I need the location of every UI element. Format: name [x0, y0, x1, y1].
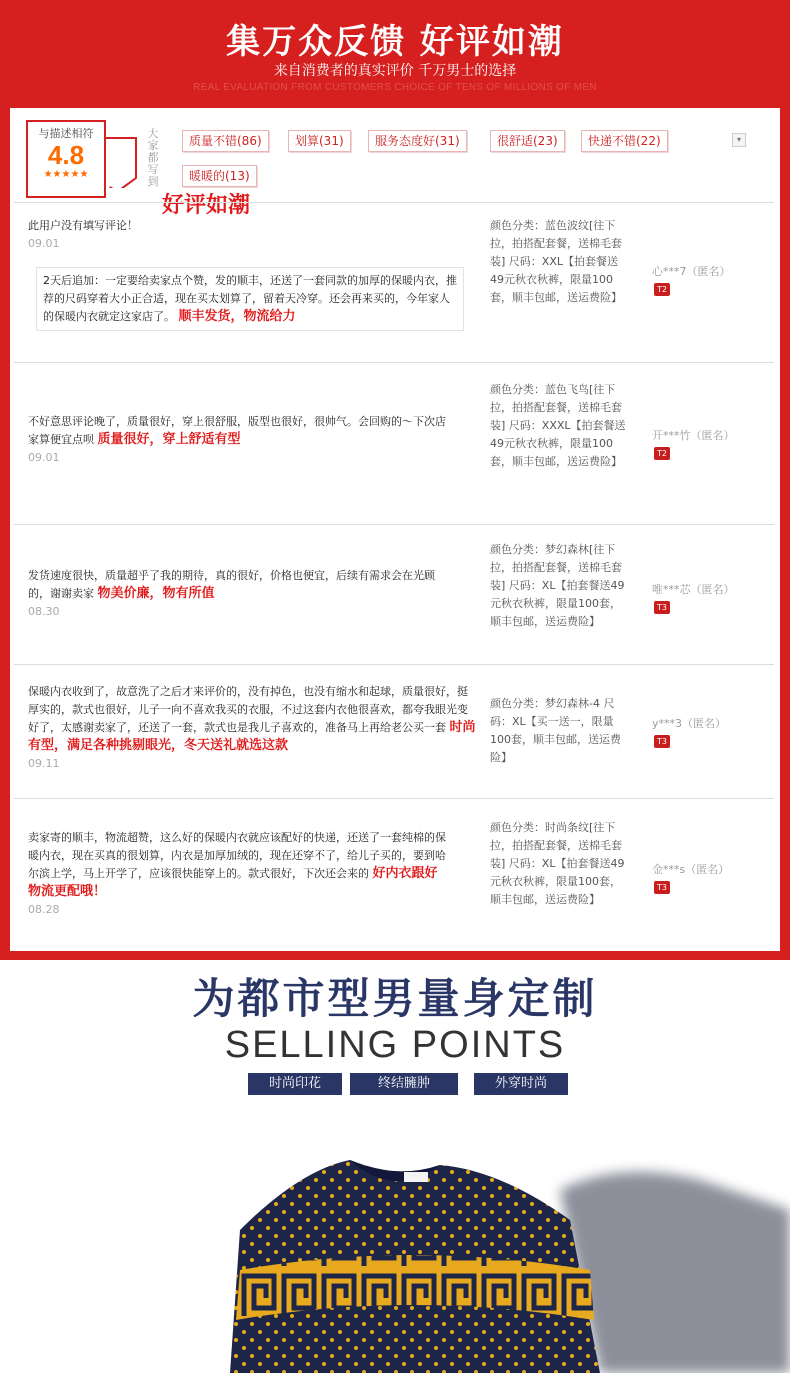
- review-text: 不好意思评论晚了，质量很好，穿上很舒服，版型也很好，很帅气。会回购的～下次店家算便宜点呗 质量很好，穿上舒适有型 09.01: [28, 413, 448, 467]
- selling-title: 为都市型男量身定制: [192, 974, 598, 1023]
- member-badge-icon: T3: [654, 881, 670, 894]
- review-sku: 颜色分类：蓝色飞鸟[往下拉，拍搭配套餐，送棉毛套装] 尺码：XXXL【拍套餐送49元秋衣秋裤，限量100套，顺丰包邮，送运费险】: [490, 383, 626, 468]
- review-date: 08.28: [28, 903, 60, 916]
- tag-comfort[interactable]: 很舒适(23): [490, 130, 565, 152]
- page-title: 集万众反馈 好评如潮: [226, 22, 564, 62]
- rating-box: [26, 120, 106, 198]
- rating-stars: ★★★★★: [43, 169, 89, 180]
- member-badge-icon: T3: [654, 601, 670, 614]
- review-user: 金***s（匿名）: [652, 863, 730, 876]
- tag-value[interactable]: 划算(31): [288, 130, 351, 152]
- review-date: 09.01: [28, 237, 60, 250]
- tag-service[interactable]: 服务态度好(31): [368, 130, 467, 152]
- slogan: 好评如潮: [162, 193, 251, 218]
- member-badge-icon: T2: [654, 447, 670, 460]
- selling-point-print: 时尚印花: [248, 1073, 342, 1095]
- chevron-down-icon[interactable]: ▾: [732, 133, 746, 147]
- rating-score: 4.8: [47, 140, 85, 170]
- rating-label: 与描述相符: [38, 127, 94, 140]
- review-text: 此用户没有填写评论！ 09.01: [28, 217, 448, 253]
- sweater-image: [0, 1120, 790, 1373]
- tag-quality[interactable]: 质量不错(86): [182, 130, 269, 152]
- review-text: 保暖内衣收到了，故意洗了之后才来评价的，没有掉色，也没有缩水和起球，质量很好，挺厚实的，款式也很好，儿子一向不喜欢我买的衣服，不过这套内衣他很喜欢，都夸我眼光变好了，太感谢卖家了，还送了一套，款式也是我儿子喜欢的，准备马上再给老公买一套 时尚有型，满足各种挑剔眼光，冬天送礼就选这款 09.11: [28, 683, 478, 773]
- selling-title-en: SELLING POINTS: [224, 1024, 566, 1066]
- review-highlight: 质量很好，穿上舒适有型: [97, 432, 241, 447]
- selling-point-slim: 终结臃肿: [350, 1073, 458, 1095]
- member-badge-icon: T2: [654, 283, 670, 296]
- review-user: 唯***芯（匿名）: [652, 583, 735, 596]
- review-user: y***3（匿名）: [652, 717, 727, 730]
- review-append: 2天后追加：一定要给卖家点个赞，发的顺丰，还送了一套同款的加厚的保暖内衣，推荐的尺码穿着大小正合适，现在买太划算了，留着天冷穿。还会再来买的，今年家人的保暖内衣就定这家店了。 顺丰发货，物流给力: [36, 267, 464, 331]
- review-sku: 颜色分类：蓝色波纹[往下拉，拍搭配套餐，送棉毛套装] 尺码：XXL【拍套餐送49元秋衣秋裤，限量100套，顺丰包邮，送运费险】: [490, 219, 622, 304]
- member-badge-icon: T3: [654, 735, 670, 748]
- tags-side-label: 大家都写到: [147, 127, 159, 188]
- page-subtitle: 来自消费者的真实评价 千万男士的选择: [273, 63, 517, 79]
- review-highlight: 顺丰发货，物流给力: [178, 309, 296, 324]
- review-row: [14, 524, 774, 665]
- review-date: 08.30: [28, 605, 60, 618]
- review-user: 开***竹（匿名）: [652, 429, 735, 442]
- review-date: 09.01: [28, 451, 60, 464]
- review-row: [14, 362, 774, 525]
- review-text: 卖家寄的顺丰，物流超赞，这么好的保暖内衣就应该配好的快递，还送了一套纯棉的保暖内衣，现在买真的很划算，内衣是加厚加绒的，现在还穿不了，给儿子买的，要到哈尔滨上学，马上开学了，应该很快能穿上的。款式很好，下次还会来的 好内衣跟好物流更配哦！ 08.28: [28, 829, 448, 919]
- page-subtitle-en: REAL EVALUATION FROM CUSTOMERS CHOICE OF TENS OF MILLIONS OF MEN: [193, 82, 597, 93]
- review-highlight: 物美价廉，物有所值: [97, 586, 215, 601]
- review-sku: 颜色分类：梦幻森林-4 尺码：XL【买一送一，限量100套，顺丰包邮，送运费险】: [490, 697, 621, 764]
- review-user: 心***7（匿名）: [652, 265, 731, 278]
- callout-arrow-icon: [102, 128, 142, 188]
- tag-delivery[interactable]: 快递不错(22): [581, 130, 668, 152]
- review-row: [14, 798, 774, 949]
- review-highlight: 好内衣跟好物流更配哦！: [28, 866, 438, 899]
- review-text: 发货速度很快，质量超乎了我的期待，真的很好，价格也便宜，后续有需求会在光顾的，谢谢卖家 物美价廉，物有所值 08.30: [28, 567, 448, 621]
- review-panel: [10, 108, 780, 951]
- review-sku: 颜色分类：梦幻森林[往下拉，拍搭配套餐，送棉毛套装] 尺码：XL【拍套餐送49元秋衣秋裤，限量100套，顺丰包邮，送运费险】: [490, 543, 625, 628]
- tag-warm[interactable]: 暖暖的(13): [182, 165, 257, 187]
- selling-point-outerwear: 外穿时尚: [474, 1073, 568, 1095]
- review-row: [14, 664, 774, 795]
- review-date: 09.11: [28, 757, 60, 770]
- review-sku: 颜色分类：时尚条纹[往下拉，拍搭配套餐，送棉毛套装] 尺码：XL【拍套餐送49元秋衣秋裤，限量100套，顺丰包邮，送运费险】: [490, 821, 625, 906]
- review-row: [14, 202, 774, 363]
- review-highlight: 时尚有型，满足各种挑剔眼光，冬天送礼就选这款: [28, 720, 476, 753]
